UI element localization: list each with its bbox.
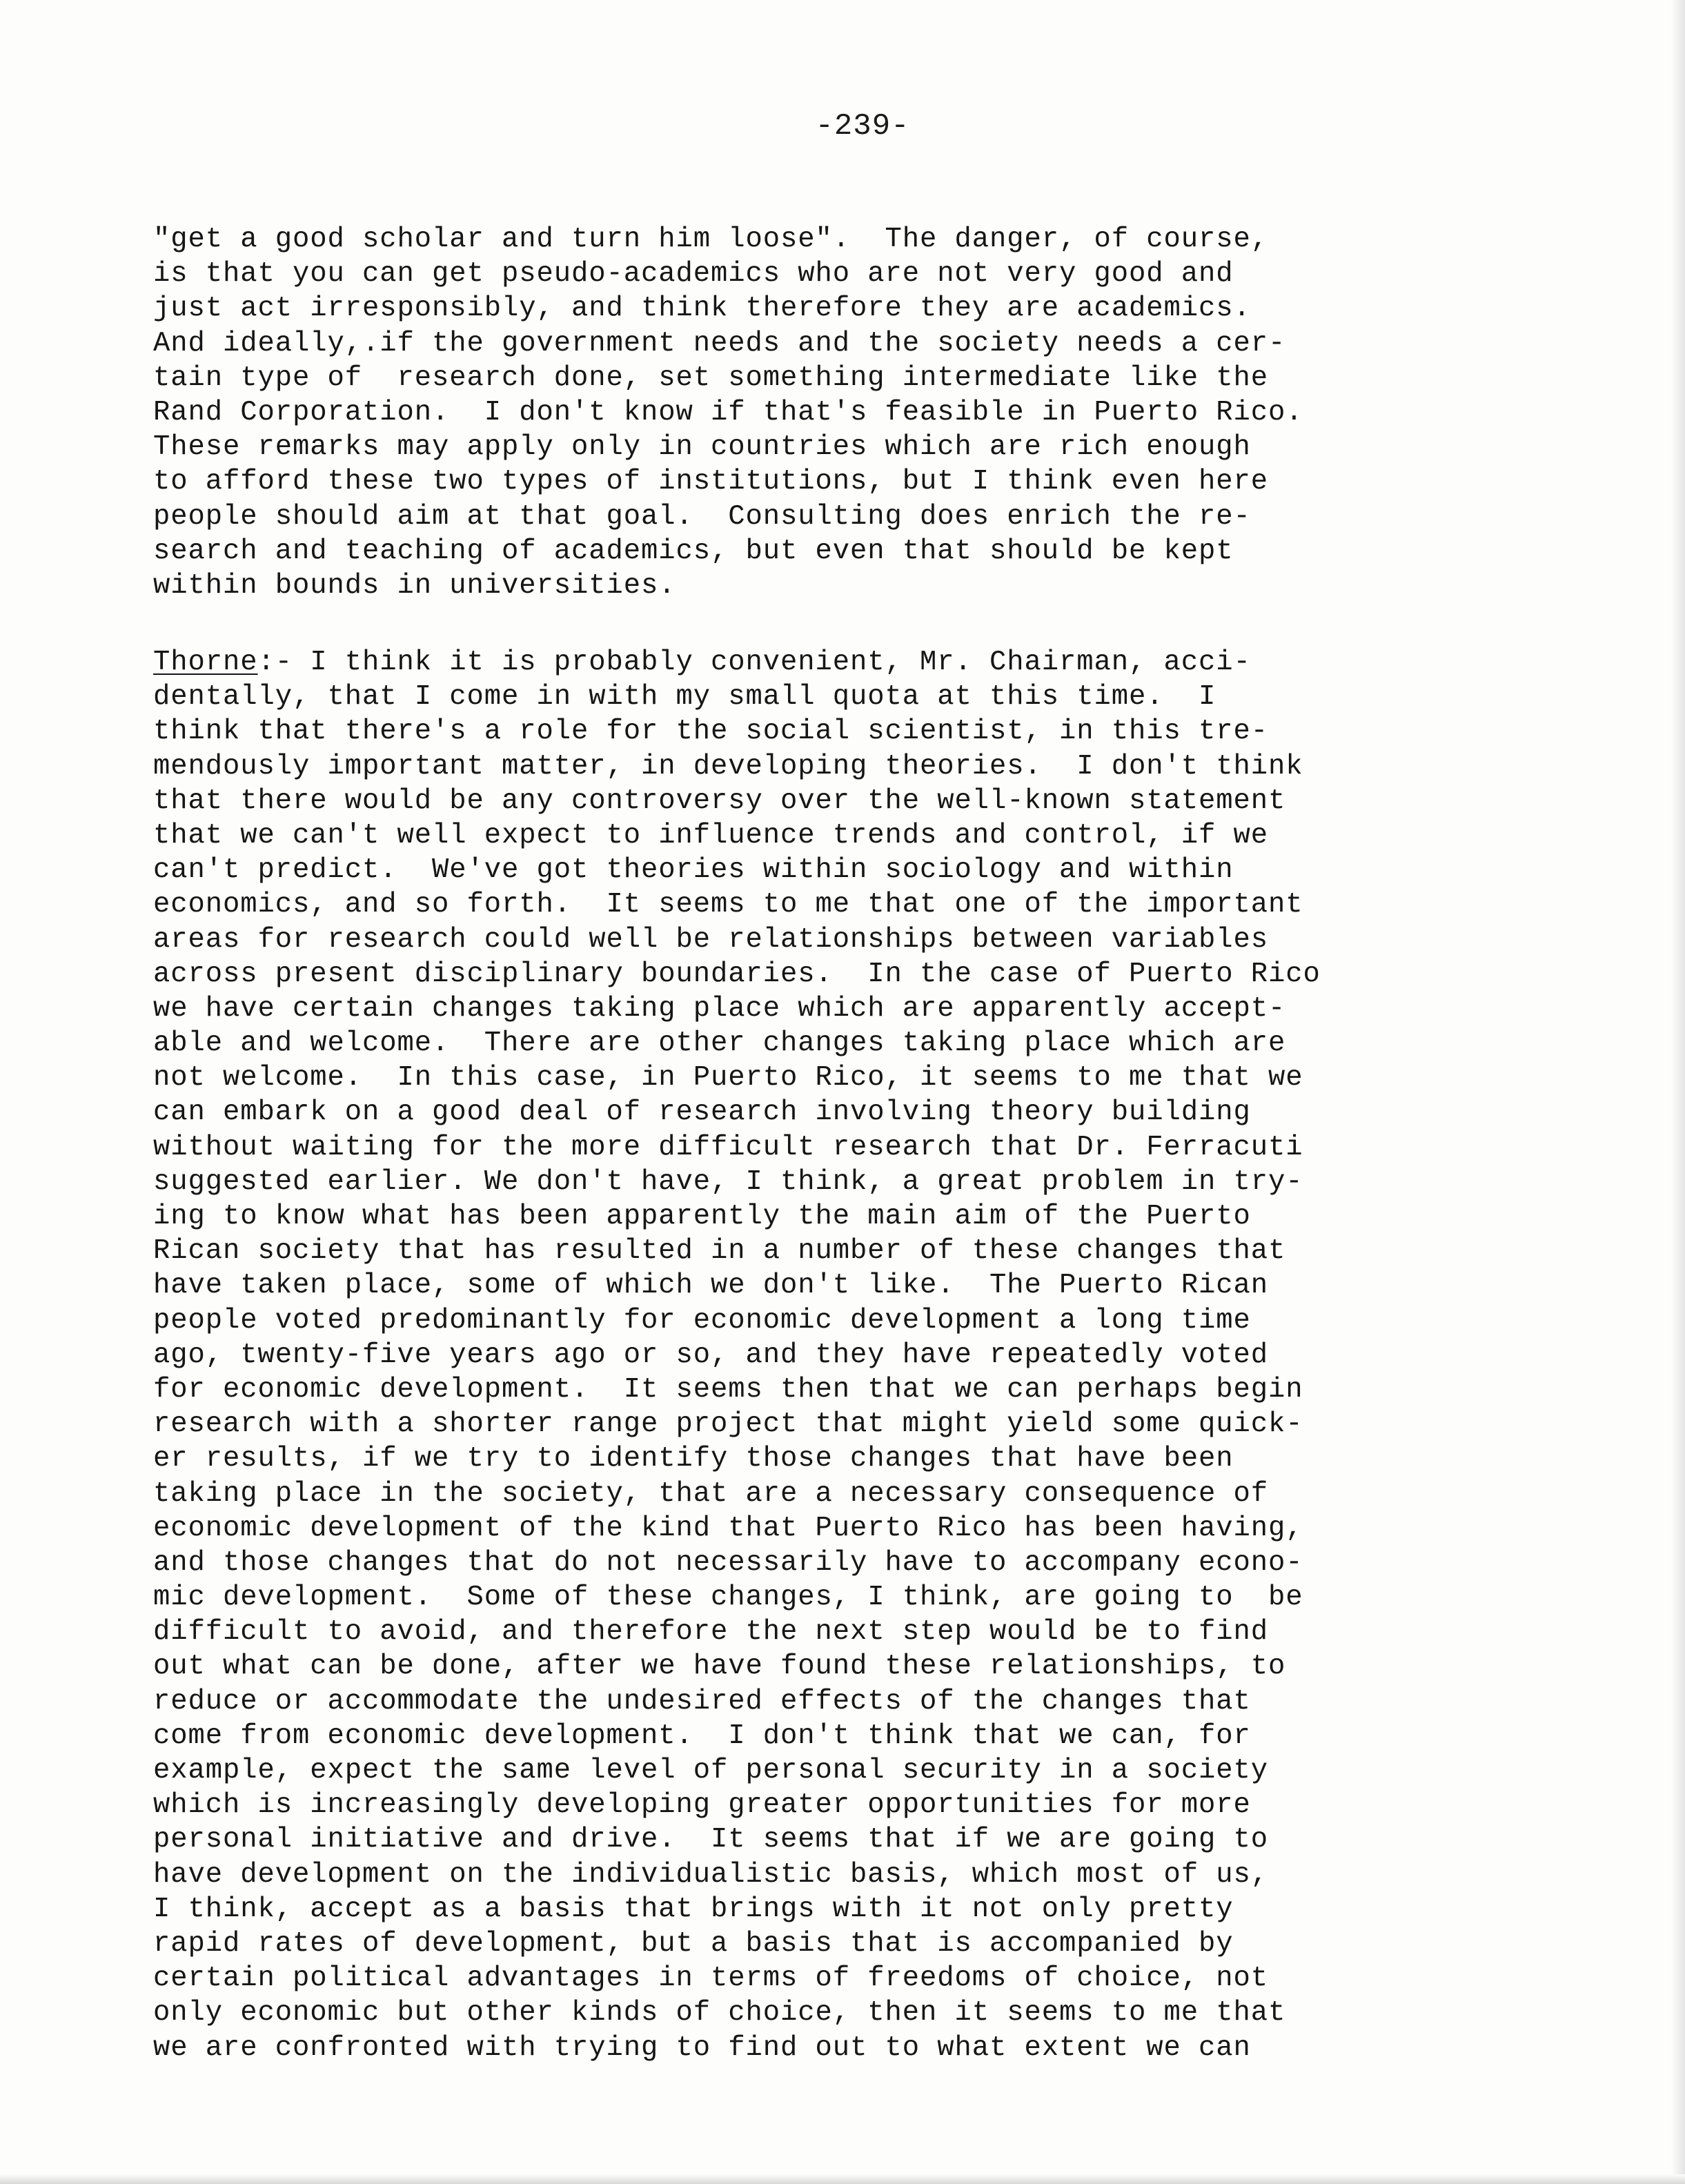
text-line: dentally, that I come in with my small quota at this time. I	[153, 681, 1216, 714]
text-line: is that you can get pseudo-academics who are not very good and	[153, 258, 1234, 291]
page-edge-shadow	[1671, 0, 1685, 2184]
text-line-rest: :- I think it is probably convenient, Mr. Chairman, acci-	[257, 647, 1251, 678]
text-line: have taken place, some of which we don't like. The Puerto Rican	[153, 1270, 1269, 1302]
page-number: -239-	[815, 109, 910, 144]
text-line: rapid rates of development, but a basis that is accompanied by	[153, 1927, 1234, 1960]
text-line: "get a good scholar and turn him loose". The danger, of course,	[153, 224, 1269, 255]
text-line: mendously important matter, in developing theories. I don't think	[153, 750, 1303, 783]
text-line: mic development. Some of these changes, I think, are going to be	[153, 1582, 1303, 1614]
text-line: areas for research could well be relationships between variables	[153, 923, 1269, 956]
text-line: for economic development. It seems then that we can perhaps begin	[153, 1373, 1303, 1406]
text-line: economic development of the kind that Puerto Rico has been having,	[153, 1512, 1303, 1544]
text-line: taking place in the society, that are a necessary consequence of	[153, 1477, 1269, 1510]
page-bottom-edge	[0, 2174, 1685, 2184]
text-line: without waiting for the more difficult research that Dr. Ferracuti	[153, 1131, 1303, 1163]
text-line: certain political advantages in terms of freedoms of choice, not	[153, 1962, 1269, 1995]
text-line: people voted predominantly for economic development a long time	[153, 1304, 1251, 1337]
text-line: able and welcome. There are other changes taking place which are	[153, 1027, 1286, 1060]
text-line: reduce or accommodate the undesired effects of the changes that	[153, 1685, 1251, 1718]
text-line: have development on the individualistic basis, which most of us,	[153, 1858, 1269, 1891]
text-line: suggested earlier. We don't have, I think, a great problem in try-	[153, 1165, 1303, 1198]
text-line: research with a shorter range project that might yield some quick-	[153, 1408, 1303, 1441]
speaker-name: Thorne	[153, 647, 258, 678]
text-line: we are confronted with trying to find out to what extent we can	[153, 2031, 1251, 2064]
text-line-first	[153, 645, 1561, 680]
text-line: we have certain changes taking place which are apparently accept-	[153, 992, 1286, 1025]
text-line: out what can be done, after we have found these relationships, to	[153, 1651, 1286, 1683]
text-line: Rand Corporation. I don't know if that's feasible in Puerto Rico.	[153, 396, 1303, 429]
text-line: just act irresponsibly, and think therefore they are academics.	[153, 293, 1251, 325]
text-line: can embark on a good deal of research involving theory building	[153, 1096, 1251, 1129]
text-line: that there would be any controversy over the well-known statement	[153, 785, 1286, 817]
text-line: think that there's a role for the social scientist, in this tre-	[153, 716, 1269, 748]
text-line: that we can't well expect to influence trends and control, if we	[153, 819, 1269, 852]
text-line: ing to know what has been apparently the main aim of the Puerto	[153, 1201, 1251, 1232]
text-line: ago, twenty-five years ago or so, and they have repeatedly voted	[153, 1339, 1269, 1371]
text-line: to afford these two types of institutions, but I think even here	[153, 466, 1269, 498]
text-line: tain type of research done, set something intermediate like the	[153, 362, 1269, 394]
text-line: only economic but other kinds of choice, then it seems to me that	[153, 1997, 1286, 2029]
text-line: within bounds in universities.	[153, 569, 676, 602]
text-line: not welcome. In this case, in Puerto Rico, it seems to me that we	[153, 1062, 1303, 1094]
text-line: er results, if we try to identify those changes that have been	[153, 1443, 1234, 1475]
text-line: difficult to avoid, and therefore the next step would be to find	[153, 1616, 1269, 1649]
text-line: example, expect the same level of personal security in a society	[153, 1755, 1269, 1787]
text-line: people should aim at that goal. Consulting does enrich the re-	[153, 500, 1251, 533]
text-line: across present disciplinary boundaries. In the case of Puerto Rico	[153, 958, 1321, 990]
paragraph-consulting-remarks	[153, 222, 1561, 603]
text-line: I think, accept as a basis that brings with it not only pretty	[153, 1893, 1234, 1925]
text-line: can't predict. We've got theories within sociology and within	[153, 854, 1234, 887]
text-line: come from economic development. I don't think that we can, for	[153, 1720, 1251, 1752]
text-line: economics, and so forth. It seems to me that one of the important	[153, 889, 1303, 921]
paragraph-thorne-statement	[153, 645, 1561, 2065]
text-line: personal initiative and drive. It seems that if we are going to	[153, 1824, 1269, 1856]
text-line: and those changes that do not necessarily have to accompany econo-	[153, 1546, 1303, 1579]
text-line: search and teaching of academics, but even that should be kept	[153, 535, 1234, 567]
text-line: These remarks may apply only in countries which are rich enough	[153, 431, 1251, 464]
text-line: which is increasingly developing greater opportunities for more	[153, 1789, 1251, 1822]
text-line: Rican society that has resulted in a number of these changes that	[153, 1235, 1286, 1268]
text-line: And ideally,.if the government needs and the society needs a cer-	[153, 327, 1286, 360]
